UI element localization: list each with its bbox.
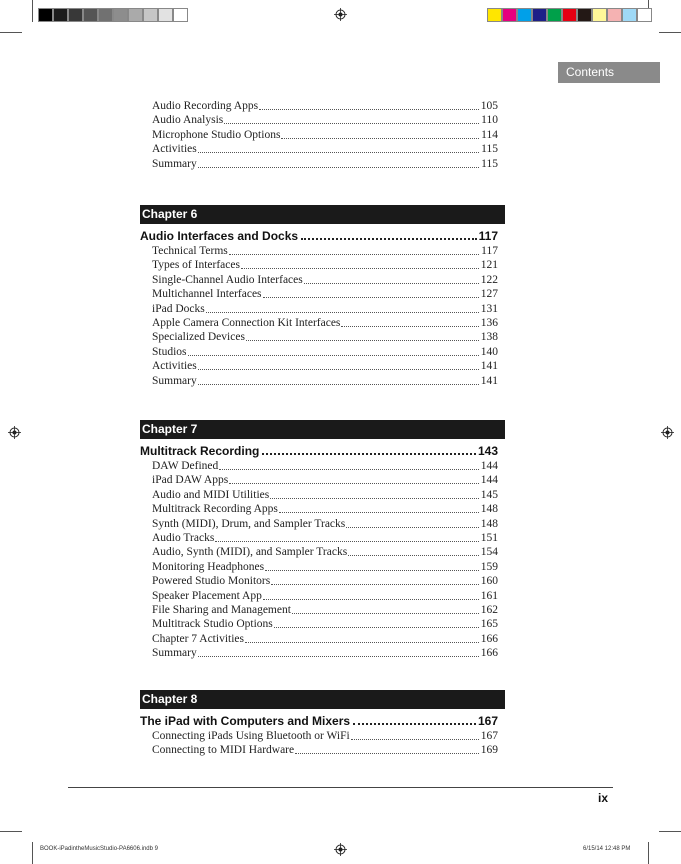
- dot-leader: [229, 244, 479, 255]
- dot-leader: [279, 502, 479, 513]
- contents-tab: Contents: [558, 62, 660, 83]
- dot-leader: [206, 302, 479, 313]
- toc-entry-label: Microphone Studio Options: [152, 129, 281, 141]
- toc-entry-page: 166: [480, 647, 498, 659]
- toc-entry-label: Single-Channel Audio Interfaces: [152, 274, 303, 286]
- toc-entry-page: 154: [480, 546, 498, 558]
- dot-leader: [292, 603, 479, 614]
- toc-entry-page: 114: [481, 129, 498, 141]
- toc-entry-label: Connecting iPads Using Bluetooth or WiFi: [152, 730, 350, 742]
- color-swatch: [607, 8, 622, 22]
- toc-entry: [152, 359, 498, 373]
- toc-entry-page: 117: [481, 245, 498, 257]
- color-swatch: [502, 8, 517, 22]
- color-swatch: [83, 8, 98, 22]
- dot-leader: [259, 99, 479, 110]
- toc-entry: [152, 99, 498, 113]
- toc-entry: [152, 142, 498, 156]
- dot-leader: [353, 713, 476, 725]
- toc-entry-page: 127: [480, 288, 498, 300]
- footer-rule: [68, 787, 613, 788]
- toc-entry: [152, 330, 498, 344]
- toc-entry-label: Audio, Synth (MIDI), and Sampler Tracks: [152, 546, 348, 558]
- chapter-heading-bar: Chapter 6: [140, 205, 505, 224]
- toc-entry: [152, 473, 498, 487]
- color-swatch: [143, 8, 158, 22]
- dot-leader: [346, 517, 479, 528]
- dot-leader: [198, 157, 479, 168]
- toc-entry-label: The iPad with Computers and Mixers: [140, 714, 351, 728]
- toc-entry-page: 167: [477, 714, 498, 728]
- dot-leader: [198, 359, 479, 370]
- color-swatch: [577, 8, 592, 22]
- toc-entry-label: Chapter 7 Activities: [152, 633, 244, 645]
- toc-entry-label: Activities: [152, 360, 197, 372]
- toc-entry: [152, 459, 498, 473]
- color-swatch: [173, 8, 188, 22]
- toc-entry-label: Audio Analysis: [152, 114, 224, 126]
- toc-entry: [152, 502, 498, 516]
- toc-entry-page: 131: [480, 303, 498, 315]
- dot-leader: [263, 287, 479, 298]
- color-swatch: [547, 8, 562, 22]
- toc-entry-page: 105: [480, 100, 498, 112]
- color-swatch: [113, 8, 128, 22]
- toc-entry-page: 162: [480, 604, 498, 616]
- toc-entry: [152, 128, 498, 142]
- toc-entry-page: 145: [480, 489, 498, 501]
- dot-leader: [198, 142, 479, 153]
- toc-entry-label: Summary: [152, 375, 197, 387]
- toc-entry: [152, 316, 498, 330]
- toc-entry-label: Summary: [152, 158, 197, 170]
- toc-entry: [152, 488, 498, 502]
- dot-leader: [281, 128, 479, 139]
- toc-entry: [152, 632, 498, 646]
- toc-entry-label: Multitrack Recording Apps: [152, 503, 278, 515]
- toc-entry: [152, 560, 498, 574]
- toc-entry-label: iPad Docks: [152, 303, 205, 315]
- toc-entry-page: 141: [480, 360, 498, 372]
- registration-mark-icon: [334, 8, 347, 21]
- chapter-heading-bar: Chapter 7: [140, 420, 505, 439]
- toc-entry-page: 117: [478, 229, 498, 243]
- toc-entry: [152, 574, 498, 588]
- dot-leader: [274, 617, 479, 628]
- toc-entry-label: Summary: [152, 647, 197, 659]
- dot-leader: [265, 560, 479, 571]
- color-swatch: [128, 8, 143, 22]
- dot-leader: [271, 574, 479, 585]
- dot-leader: [198, 646, 479, 657]
- dot-leader: [341, 316, 478, 327]
- registration-mark-icon: [8, 426, 21, 439]
- color-swatch: [637, 8, 652, 22]
- color-swatch: [622, 8, 637, 22]
- toc-entry-page: 161: [480, 590, 498, 602]
- dot-leader: [229, 473, 479, 484]
- dot-leader: [241, 258, 479, 269]
- toc-entry-page: 159: [480, 561, 498, 573]
- toc-entry-page: 140: [480, 346, 498, 358]
- color-swatch: [487, 8, 502, 22]
- toc-entry: [152, 273, 498, 287]
- toc-entry-label: Activities: [152, 143, 197, 155]
- toc-entry: [152, 531, 498, 545]
- toc-entry: [152, 589, 498, 603]
- registration-mark-icon: [334, 843, 347, 856]
- toc-entry: [152, 244, 498, 258]
- dot-leader: [301, 228, 477, 240]
- color-swatch: [532, 8, 547, 22]
- dot-leader: [295, 743, 479, 754]
- toc-entry-label: Specialized Devices: [152, 331, 245, 343]
- toc-entry: [152, 157, 498, 171]
- toc-entry-page: 148: [480, 503, 498, 515]
- toc-entry: [152, 517, 498, 531]
- toc-entry-label: File Sharing and Management: [152, 604, 291, 616]
- dot-leader: [198, 374, 479, 385]
- toc-entry-page: 115: [481, 143, 498, 155]
- toc-entry-page: 165: [480, 618, 498, 630]
- toc-entry-label: Types of Interfaces: [152, 259, 240, 271]
- print-slug-right: 6/15/14 12:48 PM: [583, 846, 631, 852]
- color-swatch: [53, 8, 68, 22]
- toc-entry-page: 136: [480, 317, 498, 329]
- toc-entry: [152, 258, 498, 272]
- toc-entry: [152, 287, 498, 301]
- toc-entry: [152, 545, 498, 559]
- color-swatch: [98, 8, 113, 22]
- toc-entry-label: Connecting to MIDI Hardware: [152, 744, 295, 756]
- toc-entry: [152, 603, 498, 617]
- color-swatch: [592, 8, 607, 22]
- toc-entry: [152, 646, 498, 660]
- toc-entry-page: 167: [480, 730, 498, 742]
- color-swatch: [562, 8, 577, 22]
- toc-entry-label: Synth (MIDI), Drum, and Sampler Tracks: [152, 518, 346, 530]
- chapter-title-entry: [140, 713, 498, 729]
- toc-entry-label: Audio Interfaces and Docks: [140, 229, 299, 243]
- toc-entry: [152, 374, 498, 388]
- dot-leader: [188, 345, 479, 356]
- toc-entry-label: iPad DAW Apps: [152, 474, 229, 486]
- toc-entry-page: 122: [480, 274, 498, 286]
- dot-leader: [215, 531, 478, 542]
- print-slug-left: BOOK-iPadintheMusicStudio-PA6606.indb 9: [40, 846, 158, 852]
- toc-entry-page: 143: [477, 444, 498, 458]
- dot-leader: [262, 443, 476, 455]
- toc-entry-label: Multitrack Studio Options: [152, 618, 273, 630]
- toc-entry-label: Powered Studio Monitors: [152, 575, 271, 587]
- dot-leader: [224, 113, 479, 124]
- toc-entry-page: 138: [480, 331, 498, 343]
- toc-entry-page: 144: [480, 474, 498, 486]
- toc-entry: [152, 113, 498, 127]
- registration-mark-icon: [661, 426, 674, 439]
- toc-entry-label: Apple Camera Connection Kit Interfaces: [152, 317, 341, 329]
- toc-entry-label: Multichannel Interfaces: [152, 288, 262, 300]
- chapter-title-entry: [140, 443, 498, 459]
- color-swatch: [517, 8, 532, 22]
- toc-entry-page: 166: [480, 633, 498, 645]
- toc-entry-label: Audio Recording Apps: [152, 100, 259, 112]
- toc-entry: [152, 743, 498, 757]
- toc-entry: [152, 302, 498, 316]
- toc-entry-label: Technical Terms: [152, 245, 228, 257]
- toc-entry-page: 144: [480, 460, 498, 472]
- toc-entry-page: 169: [480, 744, 498, 756]
- toc-entry: [152, 345, 498, 359]
- toc-entry-label: DAW Defined: [152, 460, 219, 472]
- dot-leader: [270, 488, 479, 499]
- toc-entry-label: Monitoring Headphones: [152, 561, 265, 573]
- toc-entry: [152, 729, 498, 743]
- toc-entry-label: Multitrack Recording: [140, 444, 260, 458]
- toc-entry-page: 160: [480, 575, 498, 587]
- toc-entry-page: 121: [480, 259, 498, 271]
- toc-entry-page: 141: [480, 375, 498, 387]
- chapter-title-entry: [140, 228, 498, 244]
- toc-entry-page: 151: [480, 532, 498, 544]
- toc-entry-page: 115: [481, 158, 498, 170]
- dot-leader: [263, 589, 479, 600]
- cmyk-color-bar: [487, 8, 652, 22]
- page-number: ix: [598, 791, 609, 805]
- color-swatch: [68, 8, 83, 22]
- toc-entry: [152, 617, 498, 631]
- toc-entry-page: 110: [481, 114, 498, 126]
- dot-leader: [245, 632, 479, 643]
- toc-entry-label: Studios: [152, 346, 187, 358]
- chapter-heading-bar: Chapter 8: [140, 690, 505, 709]
- color-swatch: [38, 8, 53, 22]
- gray-color-bar: [38, 8, 188, 22]
- toc-entry-page: 148: [480, 518, 498, 530]
- color-swatch: [158, 8, 173, 22]
- toc-entry-label: Audio and MIDI Utilities: [152, 489, 270, 501]
- dot-leader: [348, 545, 479, 556]
- toc-entry-label: Speaker Placement App: [152, 590, 262, 602]
- dot-leader: [304, 273, 479, 284]
- dot-leader: [246, 330, 479, 341]
- dot-leader: [219, 459, 479, 470]
- dot-leader: [351, 729, 479, 740]
- toc-entry-label: Audio Tracks: [152, 532, 215, 544]
